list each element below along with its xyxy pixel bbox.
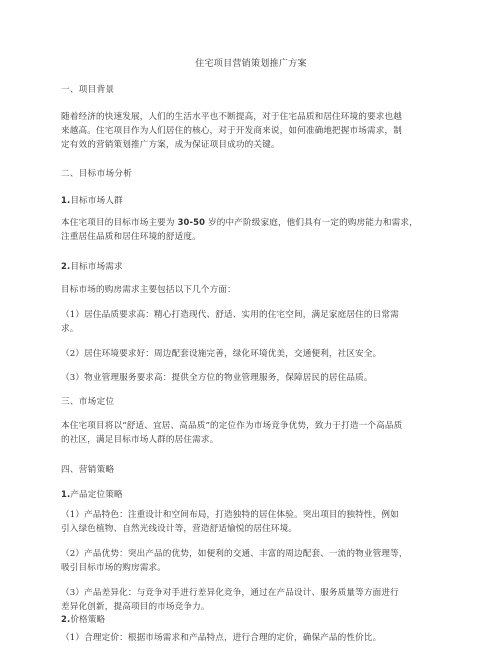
section-heading-strategy: 四、营销策略 xyxy=(61,465,115,475)
positioning-paragraph: 本住宅项目将以“舒适、宜居、高品质”的定位作为市场竞争优势，致力于打造一个高品质 的社区，满足目标市场人群的居住需求。 xyxy=(61,421,403,445)
subheading-text: 产品定位策略 xyxy=(70,490,123,500)
demand-intro: 目标市场的购房需求主要包括以下几个方面： xyxy=(61,285,236,295)
subheading-target-population xyxy=(61,193,446,208)
subheading-number: 2. xyxy=(61,261,71,271)
demand-item-2: （2）居住环境要求好：周边配套设施完善，绿化环境优美，交通便利，社区安全。 xyxy=(61,349,382,359)
product-item-3: （3）产品差异化：与竞争对手进行差异化竞争，通过在产品设计、服务质量等方面进行 差异化创新，提高项目的市场竞争力。 xyxy=(61,588,399,612)
subheading-price-strategy xyxy=(61,612,446,627)
product-item-1: （1）产品特色：注重设计和空间布局，打造独特的居住体验。突出项目的独特性，例如 引入绿色植物、自然光线设计等，营造舒适愉悦的居住环境。 xyxy=(61,510,399,534)
subheading-number: 2. xyxy=(61,614,71,624)
section-heading-background: 一、项目背景 xyxy=(61,85,115,95)
target-population-paragraph xyxy=(61,215,446,244)
background-paragraph: 随着经济的快速发展，人们的生活水平也不断提高，对于住宅品质和居住环境的要求也越 来越高。住宅项目作为人们居住的核心，对于开发商来说，如何准确地把握市场需求，制 定有效的营销策划推广方案，成为保证项目成功的关键。 xyxy=(61,112,403,150)
demand-item-3: （3）物业管理服务要求高：提供全方位的物业管理服务，保障居民的居住品质。 xyxy=(61,373,373,383)
subheading-target-demand xyxy=(61,259,446,274)
document-title: 住宅项目营销策划推广方案 xyxy=(195,59,307,69)
age-range-text: 30-50 xyxy=(177,217,206,227)
subheading-text: 目标市场需求 xyxy=(70,262,123,272)
subheading-product-strategy xyxy=(61,487,446,502)
subheading-text: 目标市场人群 xyxy=(70,196,123,206)
paragraph-text: 本住宅项目的目标市场主要为 xyxy=(61,218,178,228)
section-heading-market-analysis: 二、目标市场分析 xyxy=(61,169,133,179)
product-item-2: （2）产品优势：突出产品的优势，如便利的交通、丰富的周边配套、一流的物业管理等， 吸引目标市场的购房需求。 xyxy=(61,549,408,573)
demand-item-1: （1）居住品质要求高：精心打造现代、舒适、实用的住宅空间，满足家庭居住的日常需 求。 xyxy=(61,310,399,334)
subheading-text: 价格策略 xyxy=(70,615,106,625)
price-item-1: （1）合理定价：根据市场需求和产品特点，进行合理的定价，确保产品的性价比。 xyxy=(61,633,382,643)
section-heading-positioning: 三、市场定位 xyxy=(61,397,115,407)
subheading-number: 1. xyxy=(61,195,71,205)
paragraph-text: 岁的中产阶级家庭，他们具有一定的购房能力和需求， 注重居住品质和居住环境的舒适度。 xyxy=(61,218,418,242)
subheading-number: 1. xyxy=(61,489,71,499)
